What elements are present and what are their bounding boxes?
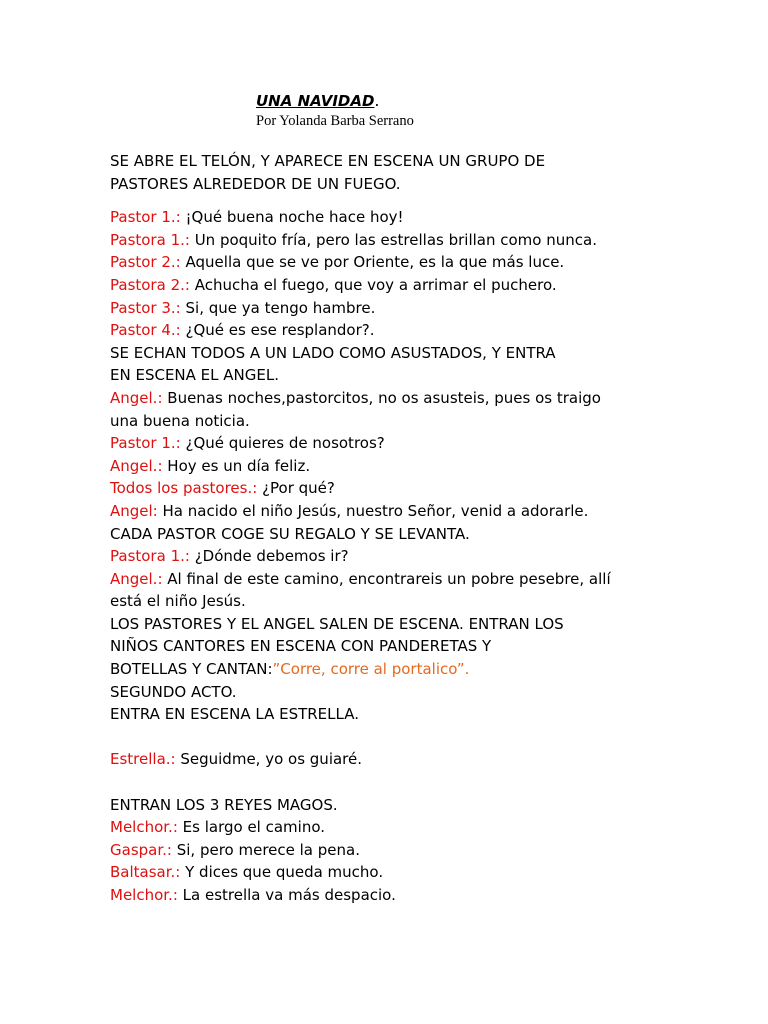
line-text: Ha nacido el niño Jesús, nuestro Señor, venid a adorarle.: [157, 501, 589, 520]
stage-direction: [110, 173, 750, 196]
stage-direction: [110, 342, 750, 365]
line-text: LOS PASTORES Y EL ANGEL SALEN DE ESCENA. ENTRAN LOS: [110, 614, 564, 633]
speaker-name: Angel.:: [110, 456, 163, 475]
author-byline: Por Yolanda Barba Serrano: [256, 113, 414, 129]
line-text: Un poquito fría, pero las estrellas brillan como nunca.: [189, 230, 597, 249]
speaker-name: Pastora 1.:: [110, 230, 190, 249]
stage-direction: [110, 635, 750, 658]
spacer: [110, 726, 750, 749]
speaker-name: Angel.:: [110, 569, 163, 588]
stage-direction: [110, 523, 750, 546]
line-text: SE ECHAN TODOS A UN LADO COMO ASUSTADOS, Y ENTRA: [110, 343, 556, 362]
line-text: ¿Por qué?: [257, 479, 335, 498]
title-block: [256, 90, 414, 130]
line-text: Si, que ya tengo hambre.: [180, 298, 376, 317]
speaker-name: Pastor 2.:: [110, 253, 181, 272]
dialogue-line: [110, 545, 750, 568]
speaker-name: Melchor.:: [110, 818, 178, 837]
title-line: [256, 90, 414, 112]
dialogue-line: [110, 884, 750, 907]
dialogue-line: [110, 455, 750, 478]
line-text: una buena noticia.: [110, 411, 250, 430]
stage-direction: [110, 794, 750, 817]
line-text: Hoy es un día feliz.: [162, 456, 311, 475]
play-title: UNA NAVIDAD: [256, 92, 375, 110]
speaker-name: Pastor 1.:: [110, 434, 181, 453]
stage-direction: [110, 150, 750, 173]
speaker-name: Estrella.:: [110, 750, 176, 769]
line-text: Es largo el camino.: [177, 818, 326, 837]
spacer: [110, 771, 750, 794]
line-text: La estrella va más despacio.: [177, 886, 396, 904]
dialogue-line: [110, 839, 750, 862]
line-text: Seguidme, yo os guiaré.: [175, 750, 363, 769]
speaker-name: Angel.:: [110, 388, 163, 407]
title-period: .: [374, 91, 380, 110]
dialogue-line: [110, 500, 750, 523]
stage-direction: [110, 364, 750, 387]
dialogue-line: [110, 251, 750, 274]
line-text: Si, pero merece la pena.: [171, 840, 360, 859]
line-text: ¿Qué es ese resplandor?.: [180, 321, 375, 340]
speaker-name: Pastora 1.:: [110, 547, 190, 566]
line-text: ¡Qué buena noche hace hoy!: [180, 208, 404, 227]
stage-direction: [110, 681, 750, 704]
line-text: ¿Qué quieres de nosotros?: [180, 434, 385, 453]
stage-direction: [110, 658, 750, 681]
line-text: está el niño Jesús.: [110, 592, 246, 611]
dialogue-line: [110, 387, 750, 410]
song-title: ”Corre, corre al portalico”.: [272, 660, 470, 679]
line-text: ¿Dónde debemos ir?: [189, 547, 349, 566]
line-text: NIÑOS CANTORES EN ESCENA CON PANDERETAS Y: [110, 637, 492, 656]
dialogue-line: [110, 861, 750, 884]
dialogue-line: [110, 568, 750, 591]
dialogue-line: [110, 319, 750, 342]
dialogue-line: [110, 432, 750, 455]
stage-direction: [110, 613, 750, 636]
speaker-name: Baltasar.:: [110, 863, 181, 882]
speaker-name: Gaspar.:: [110, 840, 172, 859]
script-body: [110, 150, 750, 907]
stage-direction: [110, 590, 750, 613]
speaker-name: Pastora 2.:: [110, 275, 190, 294]
speaker-name: Angel:: [110, 501, 158, 520]
line-text: Buenas noches,pastorcitos, no os asusteis, pues os traigo: [162, 388, 601, 407]
speaker-name: Todos los pastores.:: [110, 479, 258, 498]
line-text: ENTRA EN ESCENA LA ESTRELLA.: [110, 705, 359, 724]
dialogue-line: [110, 816, 750, 839]
speaker-name: Pastor 1.:: [110, 208, 181, 227]
dialogue-line: [110, 206, 750, 229]
dialogue-line: [110, 229, 750, 252]
spacer: [110, 195, 750, 206]
speaker-name: Melchor.:: [110, 886, 178, 904]
dialogue-line: [110, 748, 750, 771]
speaker-name: Pastor 3.:: [110, 298, 181, 317]
line-text: Y dices que queda mucho.: [180, 863, 384, 882]
line-text: SE ABRE EL TELÓN, Y APARECE EN ESCENA UN GRUPO DE: [110, 152, 546, 170]
line-text: Al final de este camino, encontrareis un pobre pesebre, allí: [162, 569, 611, 588]
dialogue-line: [110, 297, 750, 320]
dialogue-line: [110, 274, 750, 297]
line-text: CADA PASTOR COGE SU REGALO Y SE LEVANTA.: [110, 524, 470, 543]
line-text: PASTORES ALREDEDOR DE UN FUEGO.: [110, 174, 401, 193]
line-text: Achucha el fuego, que voy a arrimar el puchero.: [189, 275, 557, 294]
line-text: SEGUNDO ACTO.: [110, 682, 237, 701]
stage-direction: [110, 703, 750, 726]
dialogue-line: [110, 477, 750, 500]
line-text: EN ESCENA EL ANGEL.: [110, 366, 279, 385]
line-text: ENTRAN LOS 3 REYES MAGOS.: [110, 795, 338, 814]
line-text: Aquella que se ve por Oriente, es la que más luce.: [180, 253, 565, 272]
speaker-name: Pastor 4.:: [110, 321, 181, 340]
line-text: BOTELLAS Y CANTAN:: [110, 660, 273, 679]
stage-direction: [110, 410, 750, 433]
